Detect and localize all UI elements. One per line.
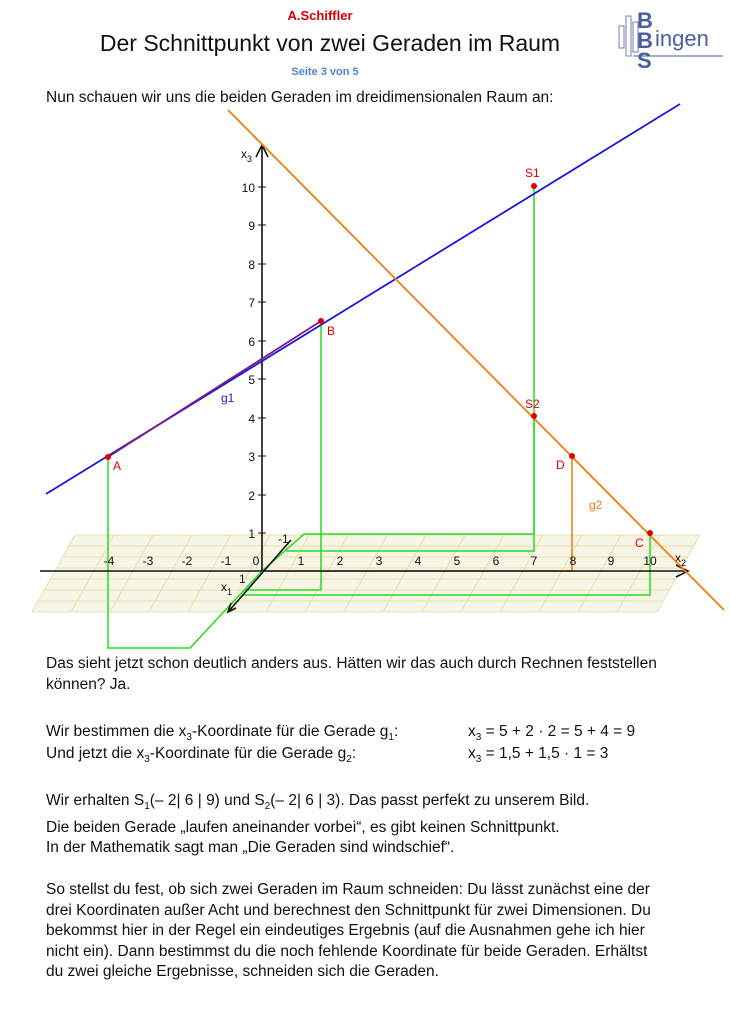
paragraph-question-line1: Das sieht jetzt schon deutlich anders aus. Hätten wir das auch durch Rechnen feststellen	[46, 655, 657, 672]
page-title: Der Schnittpunkt von zwei Geraden im Raum	[99, 30, 561, 56]
paragraph-summary-line5: du zwei gleiche Ergebnisse, schneiden sich die Geraden.	[46, 963, 439, 980]
x2-tick-neg2: -2	[181, 554, 193, 568]
paragraph-summary-line3: bekommst hier in der Regel ein eindeutiges Ergebnis (auf die Ausnahmen gehe ich hier	[46, 922, 645, 939]
x2-tick-10: 10	[643, 554, 657, 568]
paragraph-result	[46, 791, 726, 859]
x1-axis-label: $x_1$	[221, 580, 233, 597]
x3-tick-10: 10	[241, 181, 255, 195]
paragraph-result-line3: In der Mathematik sagt man „Die Geraden sind windschief“.	[46, 839, 455, 857]
x2-tick-labels	[104, 554, 657, 568]
calc-row-g1: Wir bestimmen die $x_3$-Koordinate für die Gerade $g_1$: $x_3 = 5 + 2 \cdot 2 = 5 + 4 = 9$	[46, 722, 726, 744]
author-name: A.Schiffler	[287, 8, 353, 23]
logo-letter-b2: B	[637, 28, 653, 53]
x2-tick-neg3: -3	[142, 554, 154, 568]
x3-tick-labels	[242, 181, 256, 541]
x1-tick-neg1: -1	[278, 532, 289, 546]
x3-tick-2: 2	[248, 489, 255, 503]
logo-letter-s: S	[637, 48, 652, 68]
x2-tick-5: 5	[453, 554, 461, 568]
calculation-block	[46, 722, 726, 766]
x3-tick-4: 4	[248, 412, 255, 426]
point-label-d: D	[556, 458, 565, 472]
point-label-s1: S1	[525, 166, 540, 180]
x1-tick-1: 1	[239, 572, 246, 586]
paragraph-summary-line1: So stellst du fest, ob sich zwei Geraden im Raum schneiden: Du lässt zunächst eine der	[46, 881, 650, 898]
x2-tick-3: 3	[375, 554, 383, 568]
xy-plane	[32, 535, 700, 612]
logo-letter-b1: B	[637, 8, 653, 33]
x2-tick-7: 7	[530, 554, 538, 568]
line-label-g2: g2	[589, 498, 603, 512]
calc-result-g1: $x_3 = 5 + 2 \cdot 2 = 5 + 4 = 9$	[468, 723, 636, 744]
3d-coordinate-graph	[0, 100, 730, 655]
paragraph-question	[46, 654, 726, 695]
logo-word-bingen: ingen	[655, 26, 709, 51]
x2-tick-2: 2	[336, 554, 344, 568]
x2-tick-neg1: -1	[220, 554, 232, 568]
paragraph-summary-line2: drei Koordinaten außer Acht und berechnest den Schnittpunkt für zwei Dimensionen. Du	[46, 901, 651, 919]
x3-tick-9: 9	[248, 219, 255, 233]
point-label-b: B	[327, 324, 336, 338]
point-label-a: A	[113, 459, 122, 473]
paragraph-summary	[46, 880, 726, 983]
calc-result-g2: $x_3 = 1,5 + 1,5 \cdot 1 = 3$	[468, 745, 609, 766]
paragraph-result-line1: Wir erhalten $S_1(-$ 2| 6 | 9) und $S_2(-$ 2| 6 | 3). Das passt perfekt zu unserem Bild.	[46, 792, 590, 813]
x2-tick-1: 1	[297, 554, 305, 568]
x2-axis-label: $x_2$	[675, 551, 687, 568]
x3-tick-3: 3	[248, 450, 255, 464]
points	[105, 183, 653, 536]
x2-tick-6: 6	[492, 554, 500, 568]
x2-tick-9: 9	[607, 554, 615, 568]
calc-row-g2: Und jetzt die $x_3$-Koordinate für die Gerade $g_2$: $x_3 = 1,5 + 1,5 \cdot 1 = 3$	[46, 744, 726, 766]
x3-tick-7: 7	[248, 296, 255, 310]
x2-tick-neg4: -4	[103, 554, 115, 568]
line-label-g1: g1	[221, 391, 235, 405]
x3-axis-label: $x_3$	[241, 147, 253, 164]
x2-tick-4: 4	[414, 554, 422, 568]
x3-tick-1: 1	[248, 527, 255, 541]
point-label-s2: S2	[525, 397, 540, 411]
x3-tick-6: 6	[248, 335, 255, 349]
page-number: Seite 3 von 5	[291, 66, 359, 78]
paragraph-result-line2: Die beiden Gerade „laufen aneinander vorbei“, es gibt keinen Schnittpunkt.	[46, 818, 560, 836]
x3-tick-8: 8	[248, 258, 255, 272]
bbs-bingen-logo	[615, 8, 730, 68]
x2-tick-0: 0	[252, 554, 260, 568]
x3-tick-5: 5	[248, 373, 255, 387]
point-label-c: C	[635, 536, 644, 550]
paragraph-summary-line4: nicht ein). Dann bestimmst du die noch fehlende Koordinate für beide Geraden. Erhältst	[46, 942, 648, 960]
paragraph-question-line2: können? Ja.	[46, 675, 131, 693]
x2-tick-8: 8	[569, 554, 577, 568]
intro-text: Nun schauen wir uns die beiden Geraden im dreidimensionalen Raum an:	[46, 89, 554, 106]
